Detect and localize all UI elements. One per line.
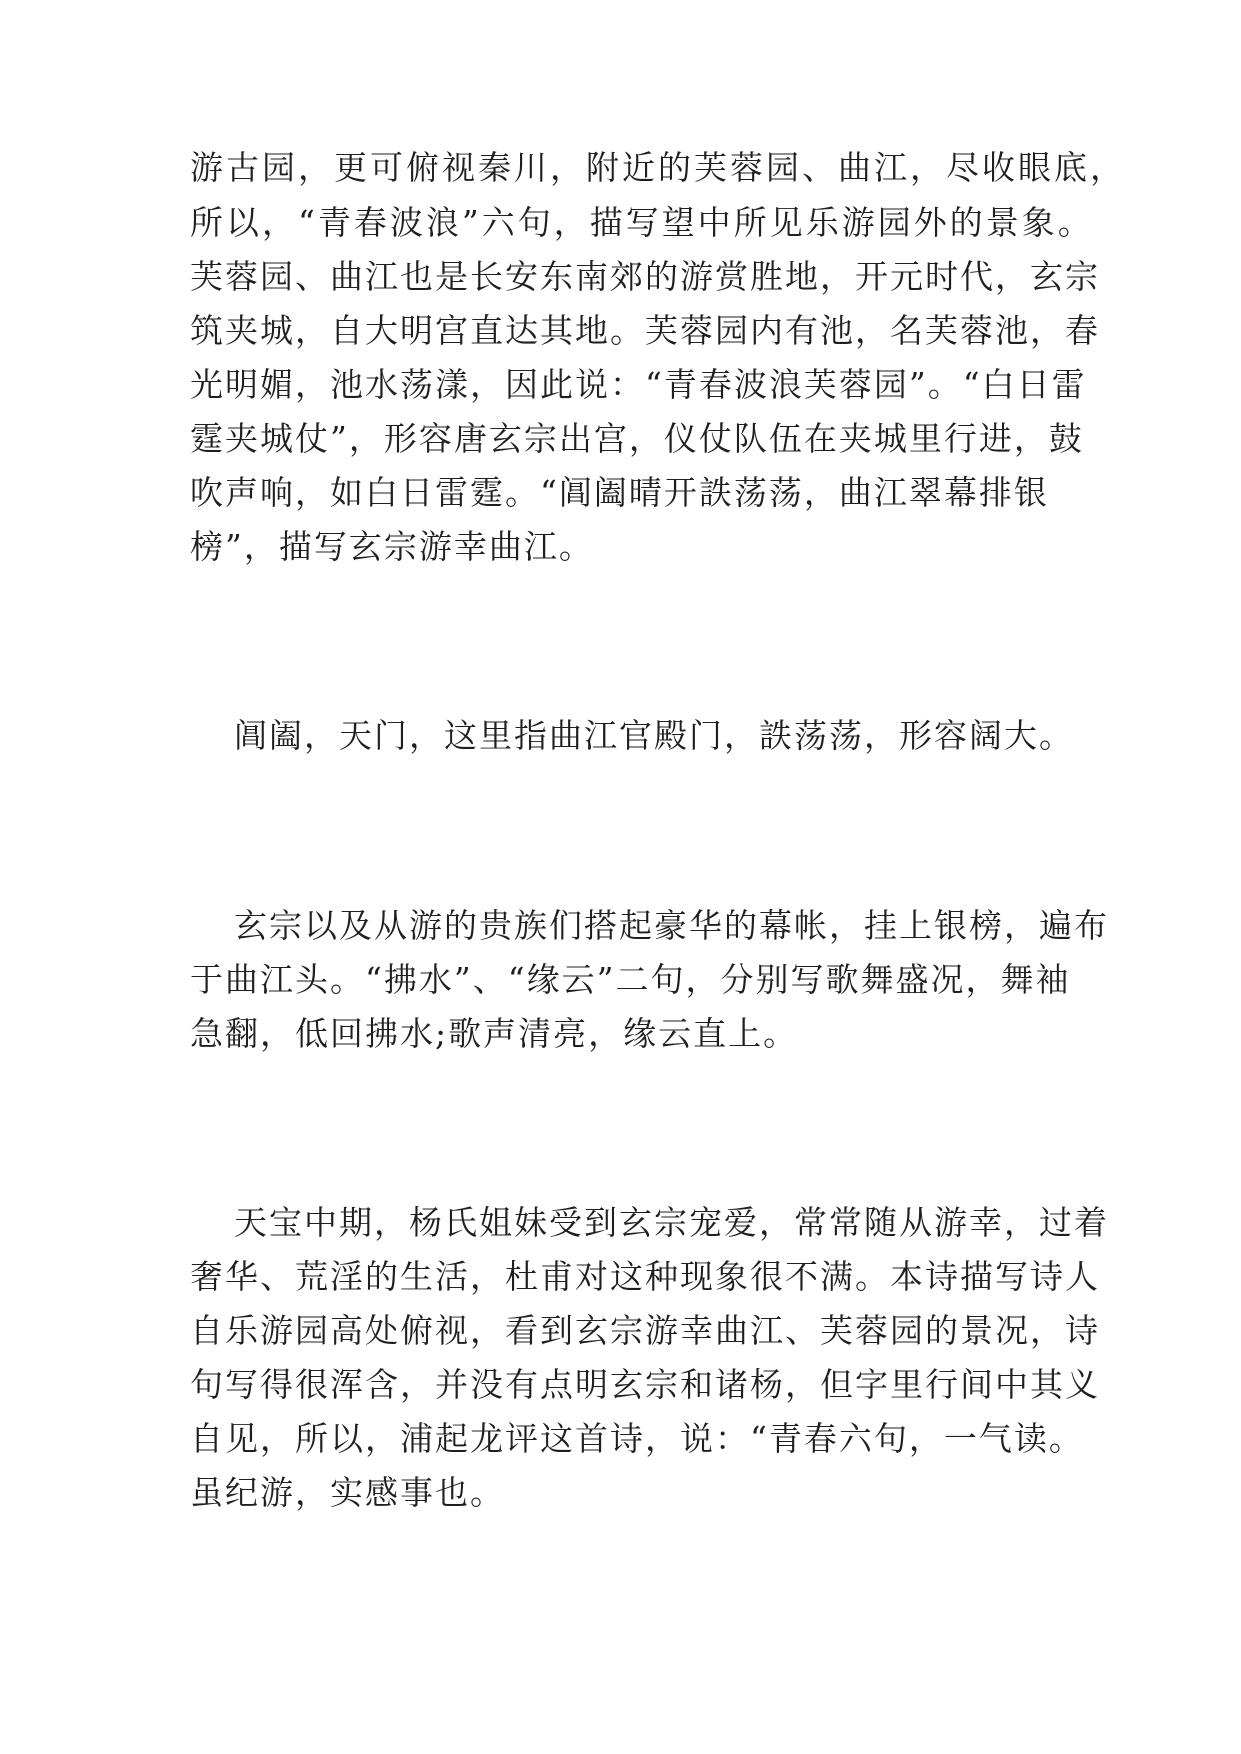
paragraph-4-line-4: 句写得很浑含，并没有点明玄宗和诸杨，但字里行间中其义 (190, 1365, 1100, 1404)
paragraph-3-line-3: 急翻，低回拂水;歌声清亮，缘云直上。 (190, 1014, 799, 1053)
paragraph-1-line-7: 吹声响，如白日雷霆。“阊阖晴开詄荡荡，曲江翠幕排银 (190, 473, 1049, 512)
paragraph-1-line-5: 光明媚，池水荡漾，因此说：“青春波浪芙蓉园”。“白日雷 (190, 365, 1087, 404)
paragraph-1-line-6: 霆夹城仗”，形容唐玄宗出宫，仪仗队伍在夹城里行进，鼓 (190, 419, 1084, 458)
paragraph-4-line-1: 天宝中期，杨氏姐妹受到玄宗宠爱，常常随从游幸，过着 (234, 1203, 1109, 1242)
paragraph-4-line-6: 虽纪游，实感事也。 (190, 1473, 505, 1512)
paragraph-1-line-3: 芙蓉园、曲江也是长安东南郊的游赏胜地，开元时代，玄宗 (190, 257, 1100, 296)
paragraph-1-line-2: 所以，“青春波浪”六句，描写望中所见乐游园外的景象。 (190, 203, 1094, 242)
paragraph-4-line-2: 奢华、荒淫的生活，杜甫对这种现象很不满。本诗描写诗人 (190, 1257, 1100, 1296)
paragraph-4-line-3: 自乐游园高处俯视，看到玄宗游幸曲江、芙蓉园的景况，诗 (190, 1311, 1100, 1350)
paragraph-1-line-1: 游古园，更可俯视秦川，附近的芙蓉园、曲江，尽收眼底， (190, 148, 1126, 187)
paragraph-1-line-8: 榜”，描写玄宗游幸曲江。 (190, 527, 594, 566)
paragraph-1-line-4: 筑夹城，自大明宫直达其地。芙蓉园内有池，名芙蓉池，春 (190, 311, 1100, 350)
paragraph-2-line-1: 阊阖，天门，这里指曲江官殿门，詄荡荡，形容阔大。 (234, 716, 1074, 755)
paragraph-3-line-2: 于曲江头。“拂水”、“缘云”二句，分别写歌舞盛况，舞袖 (190, 960, 1071, 999)
paragraph-4-line-5: 自见，所以，浦起龙评这首诗，说：“青春六句，一气读。 (190, 1419, 1084, 1458)
paragraph-3-line-1: 玄宗以及从游的贵族们搭起豪华的幕帐，挂上银榜，遍布 (234, 906, 1109, 945)
